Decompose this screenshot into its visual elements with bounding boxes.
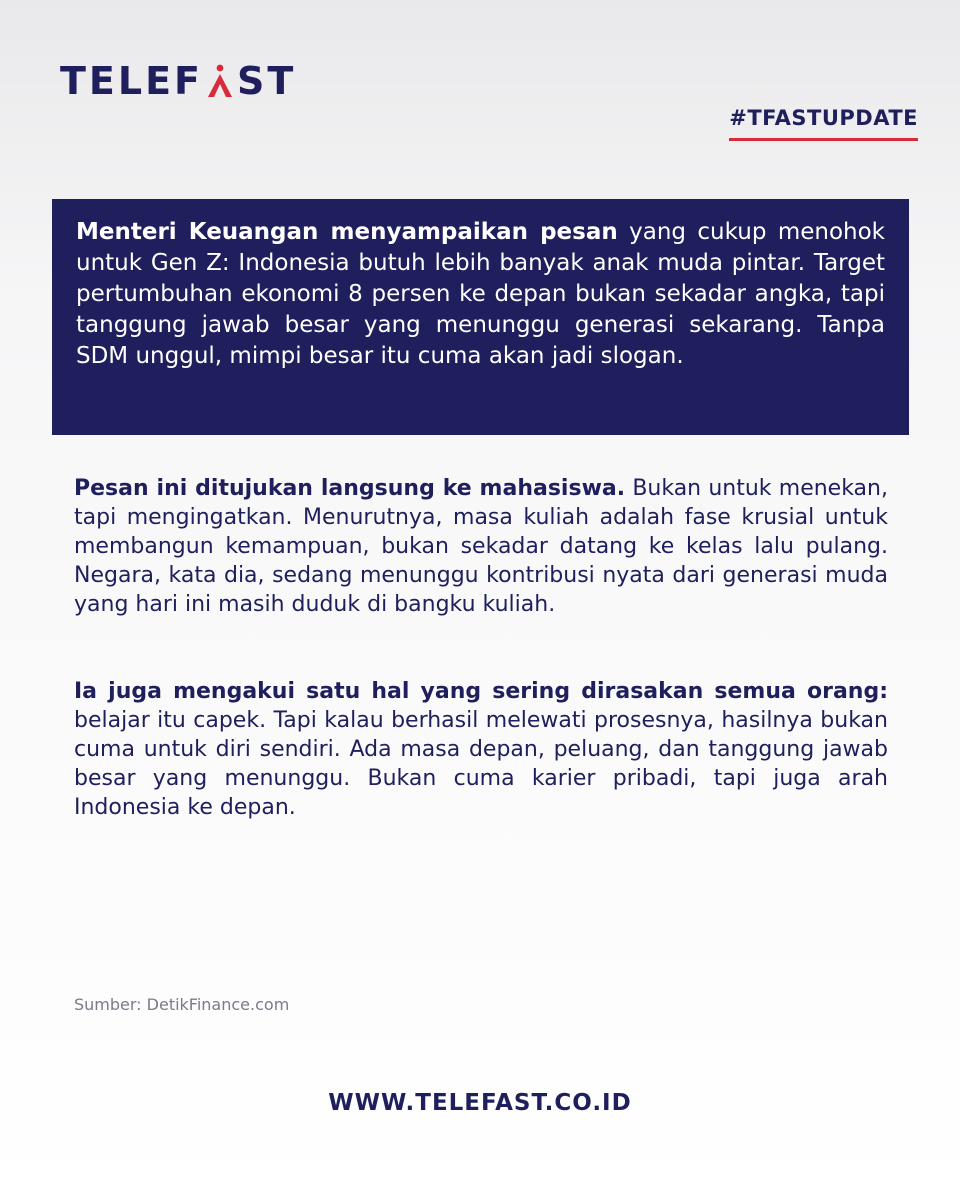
highlight-text bbox=[76, 217, 885, 372]
highlight-box bbox=[52, 199, 909, 435]
paragraph-2-rest: belajar itu capek. Tapi kalau berhasil melewati prosesnya, hasilnya bukan cuma untuk diri sendiri. Ada masa depan, peluang, dan tanggung jawab besar yang menunggu. Bukan cuma karier pribadi, tapi juga arah Indonesia ke depan. bbox=[74, 708, 888, 820]
hashtag-label: #TFASTUPDATE bbox=[729, 106, 918, 141]
paragraph-2-bold: Ia juga mengakui satu hal yang sering dirasakan semua orang: bbox=[74, 679, 888, 704]
highlight-rest: yang cukup menohok untuk Gen Z: Indonesia butuh lebih banyak anak muda pintar. Target pertumbuhan ekonomi 8 persen ke depan bukan sekadar angka, tapi tanggung jawab besar yang menunggu generasi sekarang. Tanpa SDM unggul, mimpi besar itu cuma akan jadi slogan. bbox=[76, 219, 885, 369]
highlight-bold: Menteri Keuangan menyampaikan pesan bbox=[76, 219, 618, 245]
logo-text-left: TELEF bbox=[60, 59, 204, 103]
telefast-logo bbox=[60, 59, 297, 103]
source-credit: Sumber: DetikFinance.com bbox=[74, 995, 290, 1014]
paragraph-1-bold: Pesan ini ditujukan langsung ke mahasiswa. bbox=[74, 476, 626, 501]
paragraph-1-rest: Bukan untuk menekan, tapi mengingatkan. Menurutnya, masa kuliah adalah fase krusial untuk membangun kemampuan, bukan sekadar datang ke kelas lalu pulang. Negara, kata dia, sedang menunggu kontribusi nyata dari generasi muda yang hari ini masih duduk di bangku kuliah. bbox=[74, 476, 888, 617]
logo-text-right: ST bbox=[237, 59, 297, 103]
logo-a-icon bbox=[205, 64, 235, 98]
paragraph-1 bbox=[74, 474, 888, 619]
paragraph-2 bbox=[74, 677, 888, 822]
website-url[interactable]: WWW.TELEFAST.CO.ID bbox=[328, 1090, 632, 1116]
